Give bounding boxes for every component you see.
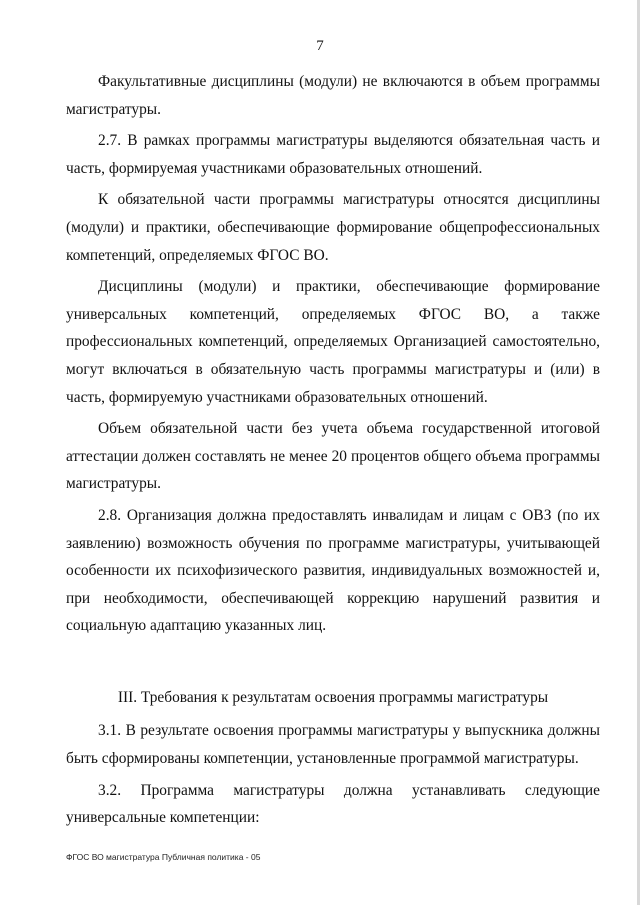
paragraph-mandatory-part: К обязательной части программы магистратуры относятся дисциплины (модули) и практики, обеспечивающие формирование общепрофессиональных компетенций, определяемых ФГОС ВО. xyxy=(66,191,600,264)
section-heading: III. Требования к результатам освоения программы магистратуры xyxy=(117,688,549,706)
paragraph-2-8: 2.8. Организация должна предоставлять инвалидам и лицам с ОВЗ (по их заявлению) возможность обучения по программе магистратуры, учитывающей особенности их психофизического развития, индивидуальных возможностей и, при необходимости, обеспечивающей коррекцию нарушений развития и социальную адаптацию указанных лиц. xyxy=(66,506,600,635)
paragraph-disciplines-practices: Дисциплины (модули) и практики, обеспечивающие формирование универсальных компетенций, определяемых ФГОС ВО, а также профессиональных компетенций, определяемых Организацией самостоятельно, могут включаться в обязательную часть программы магистратуры и (или) в часть, формируемую участниками образовательных отношений. xyxy=(66,278,600,406)
paragraph-optional-disciplines: Факультативные дисциплины (модули) не включаются в объем программы магистратуры. xyxy=(66,73,600,118)
paragraph-2-7: 2.7. В рамках программы магистратуры выделяются обязательная часть и часть, формируемая участниками образовательных отношений. xyxy=(66,132,600,177)
page-number: 7 xyxy=(316,38,324,54)
document-footer: ФГОС ВО магистратура Публичная политика - 05 xyxy=(66,852,261,862)
paragraph-mandatory-volume: Объем обязательной части без учета объема государственной итоговой аттестации должен составлять не менее 20 процентов общего объема программы магистратуры. xyxy=(66,420,600,493)
document-body xyxy=(66,68,600,836)
paragraph-3-1: 3.1. В результате освоения программы магистратуры у выпускника должны быть сформированы компетенции, установленные программой магистратуры. xyxy=(66,722,600,768)
paragraph-3-2: 3.2. Программа магистратуры должна устанавливать следующие универсальные компетенции: xyxy=(66,781,600,827)
